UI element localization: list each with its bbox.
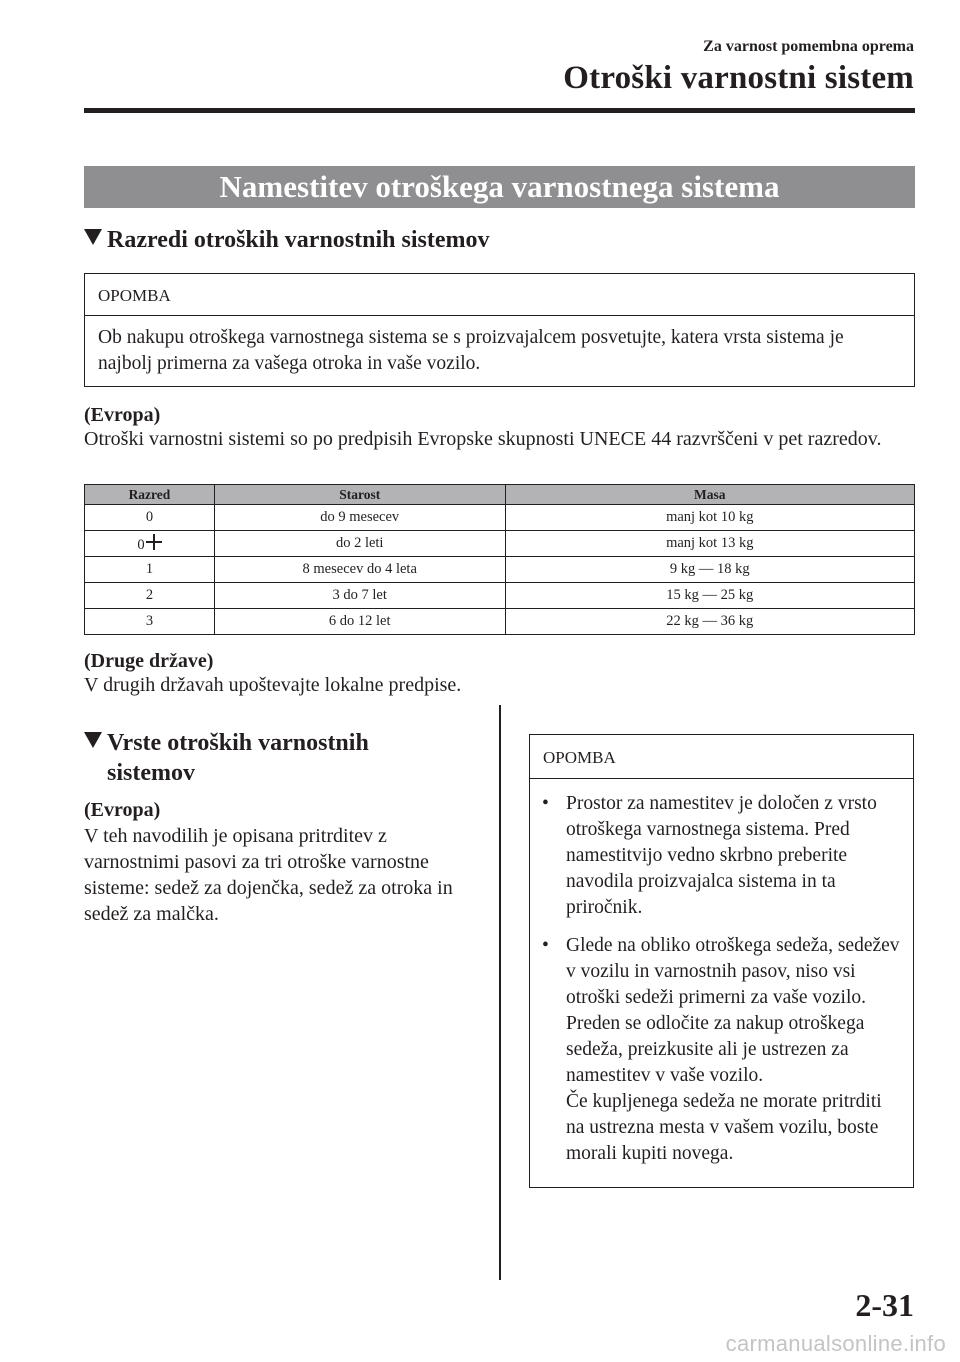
other-countries-text: V drugih državah upoštevajte lokalne predpise. xyxy=(84,674,462,696)
cell-mass: 15 kg — 25 kg xyxy=(505,583,914,609)
cell-age: 8 mesecev do 4 leta xyxy=(214,557,505,583)
section-heading-grades xyxy=(84,225,489,255)
column-divider xyxy=(499,705,501,1280)
other-countries-label: (Druge države) xyxy=(84,650,214,672)
table-row xyxy=(85,609,915,635)
other-countries-paragraph xyxy=(84,649,915,697)
header-grade: Razred xyxy=(85,485,215,505)
note2-bullet1-text: Prostor za namestitev je določen z vrsto otroškega varnostnega sistema. Pred namestitvijo vedno skrbno preberite navodila proizvajalca sistema in ta priročnik. xyxy=(566,793,877,918)
cell-grade-plus xyxy=(85,531,215,557)
types-europe-label: (Evropa) xyxy=(84,799,161,821)
header-category: Za varnost pomembna oprema xyxy=(703,38,914,55)
table-header-row xyxy=(85,485,915,505)
cell-grade: 2 xyxy=(85,583,215,609)
europe-text: Otroški varnostni sistemi so po predpisih Evropske skupnosti UNECE 44 razvrščeni v pet razredov. xyxy=(84,428,882,450)
table-row xyxy=(85,505,915,531)
triangle-bullet-icon xyxy=(84,732,102,748)
note2-title: OPOMBA xyxy=(530,735,913,779)
cell-age: do 9 mesecev xyxy=(214,505,505,531)
table-row xyxy=(85,557,915,583)
table-row xyxy=(85,583,915,609)
cell-grade: 0 xyxy=(85,505,215,531)
bullet-dot-icon: • xyxy=(542,793,549,814)
europe-label: (Evropa) xyxy=(84,404,161,426)
cell-mass: 9 kg — 18 kg xyxy=(505,557,914,583)
grades-table xyxy=(84,484,915,635)
table-row xyxy=(85,531,915,557)
cell-grade: 3 xyxy=(85,609,215,635)
header-age: Starost xyxy=(214,485,505,505)
watermark-text: carmanualsonline.info xyxy=(725,1331,946,1356)
header-rule xyxy=(84,108,915,113)
note-text: Ob nakupu otroškega varnostnega sistema se s proizvajalcem posvetujte, katera vrsta sistema je najbolj primerna za vašega otroka in vaše vozilo. xyxy=(98,327,844,374)
types-europe-text: V teh navodilih je opisana pritrditev z varnostnimi pasovi za tri otroške varnostne sisteme: sedež za dojenčka, sedež za otroka in sedež za malčka. xyxy=(84,825,453,925)
note-box-purchase xyxy=(84,273,915,387)
note-box-installation xyxy=(529,734,914,1188)
section-heading-types-line1: Vrste otroških varnostnih xyxy=(107,730,369,756)
section-banner: Namestitev otroškega varnostnega sistema xyxy=(84,166,915,208)
europe-paragraph xyxy=(84,403,915,451)
triangle-bullet-icon xyxy=(84,229,102,245)
section-heading-types-line2: sistemov xyxy=(107,760,195,786)
header-mass: Masa xyxy=(505,485,914,505)
list-item xyxy=(530,933,901,1167)
types-paragraph xyxy=(84,797,484,927)
cell-mass: manj kot 13 kg xyxy=(505,531,914,557)
list-item xyxy=(530,791,901,921)
page-number: 2-31 xyxy=(855,1287,914,1323)
section-heading-types xyxy=(84,728,484,788)
bullet-dot-icon: • xyxy=(542,935,549,956)
cell-mass: manj kot 10 kg xyxy=(505,505,914,531)
cell-grade: 0 xyxy=(137,536,145,553)
page-title: Otroški varnostni sistem xyxy=(563,60,914,96)
cell-age: 3 do 7 let xyxy=(214,583,505,609)
cell-age: 6 do 12 let xyxy=(214,609,505,635)
section-heading-grades-text: Razredi otroških varnostnih sistemov xyxy=(107,227,490,253)
note2-bullet2-text: Glede na obliko otroškega sedeža, sedežev v vozilu in varnostnih pasov, niso vsi otroški sedeži primerni za vaše vozilo. Preden se odločite za nakup otroškega sedeža, preizkusite ali je ustrezen za namestitev v vaše vozilo. xyxy=(566,935,900,1086)
note2-bullet2-extra: Če kupljenega sedeža ne morate pritrditi na ustrezna mesta v vašem vozilu, boste morali kupiti novega. xyxy=(566,1091,882,1164)
cell-grade: 1 xyxy=(85,557,215,583)
note2-body xyxy=(530,779,913,1167)
plus-icon xyxy=(146,534,162,550)
cell-mass: 22 kg — 36 kg xyxy=(505,609,914,635)
cell-age: do 2 leti xyxy=(214,531,505,557)
note-title: OPOMBA xyxy=(85,274,914,316)
